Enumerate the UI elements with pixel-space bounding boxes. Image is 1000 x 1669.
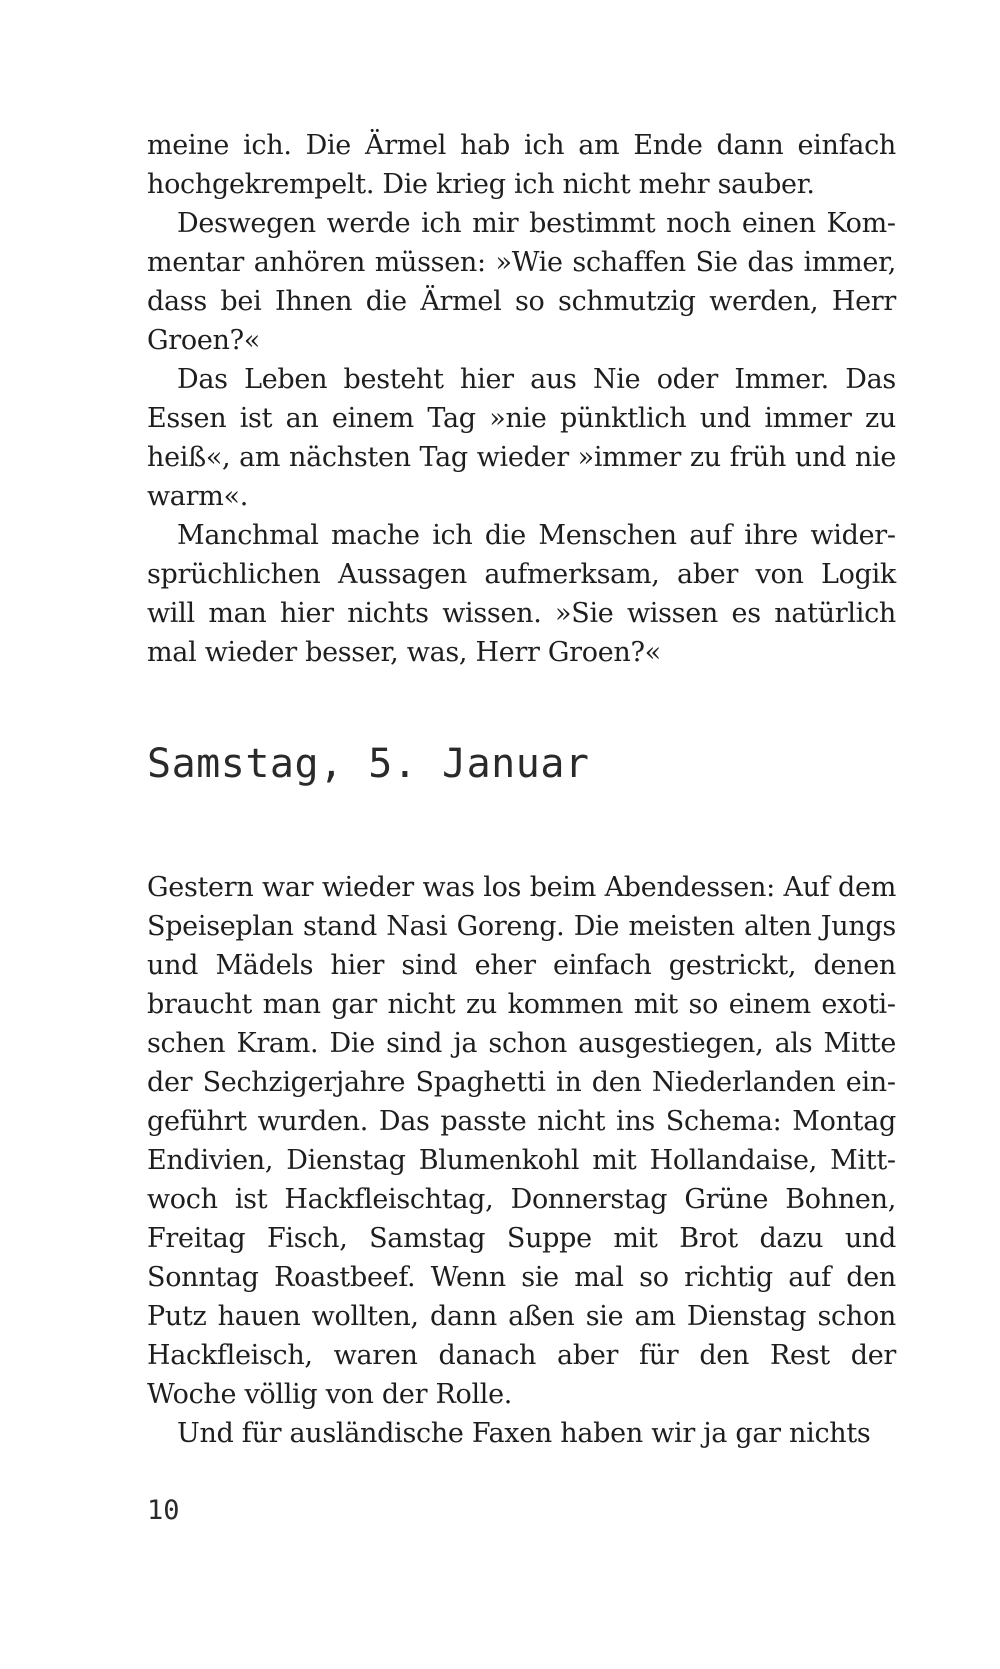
text-block-chapter xyxy=(147,868,896,1453)
paragraph: Manchmal mache ich die Menschen auf ihre widersprüchlichen Aussagen aufmerksam, aber von Logik will man hier nichts wissen. »Sie wissen es natürlich mal wieder besser, was, Herr Groen?« xyxy=(147,520,896,668)
page-number: 10 xyxy=(147,1495,180,1526)
paragraph: Das Leben besteht hier aus Nie oder Immer. Das Essen ist an einem Tag »nie pünktlich und immer zu heiß«, am nächsten Tag wieder »immer zu früh und nie warm«. xyxy=(147,364,896,512)
paragraph: Deswegen werde ich mir bestimmt noch einen Kommentar anhören müssen: »Wie schaffen Sie das immer, dass bei Ihnen die Ärmel so schmutzig werden, Herr Groen?« xyxy=(147,208,896,356)
paragraph: Gestern war wieder was los beim Abendessen: Auf dem Speiseplan stand Nasi Goreng. Die meisten alten Jungs und Mädels hier sind eher einfach gestrickt, denen braucht man gar nicht zu kommen mit so einem exotischen Kram. Die sind ja schon ausgestiegen, als Mitte der Sechzigerjahre Spaghetti in den Niederlanden eingeführt wurden. Das passte nicht ins Schema: Montag Endivien, Dienstag Blumenkohl mit Hollandaise, Mittwoch ist Hackfleischtag, Donnerstag Grüne Bohnen, Freitag Fisch, Samstag Suppe mit Brot dazu und Sonntag Roastbeef. Wenn sie mal so richtig auf den Putz hauen wollten, dann aßen sie am Dienstag schon Hackfleisch, waren danach aber für den Rest der Woche völlig von der Rolle. xyxy=(147,872,896,1410)
chapter-heading: Samstag, 5. Januar xyxy=(147,741,590,787)
paragraph-continuation: meine ich. Die Ärmel hab ich am Ende dann einfach hochgekrempelt. Die krieg ich nicht mehr sauber. xyxy=(147,130,896,200)
text-block-top xyxy=(147,126,896,672)
paragraph: Und für ausländische Faxen haben wir ja gar nichts xyxy=(177,1418,871,1449)
